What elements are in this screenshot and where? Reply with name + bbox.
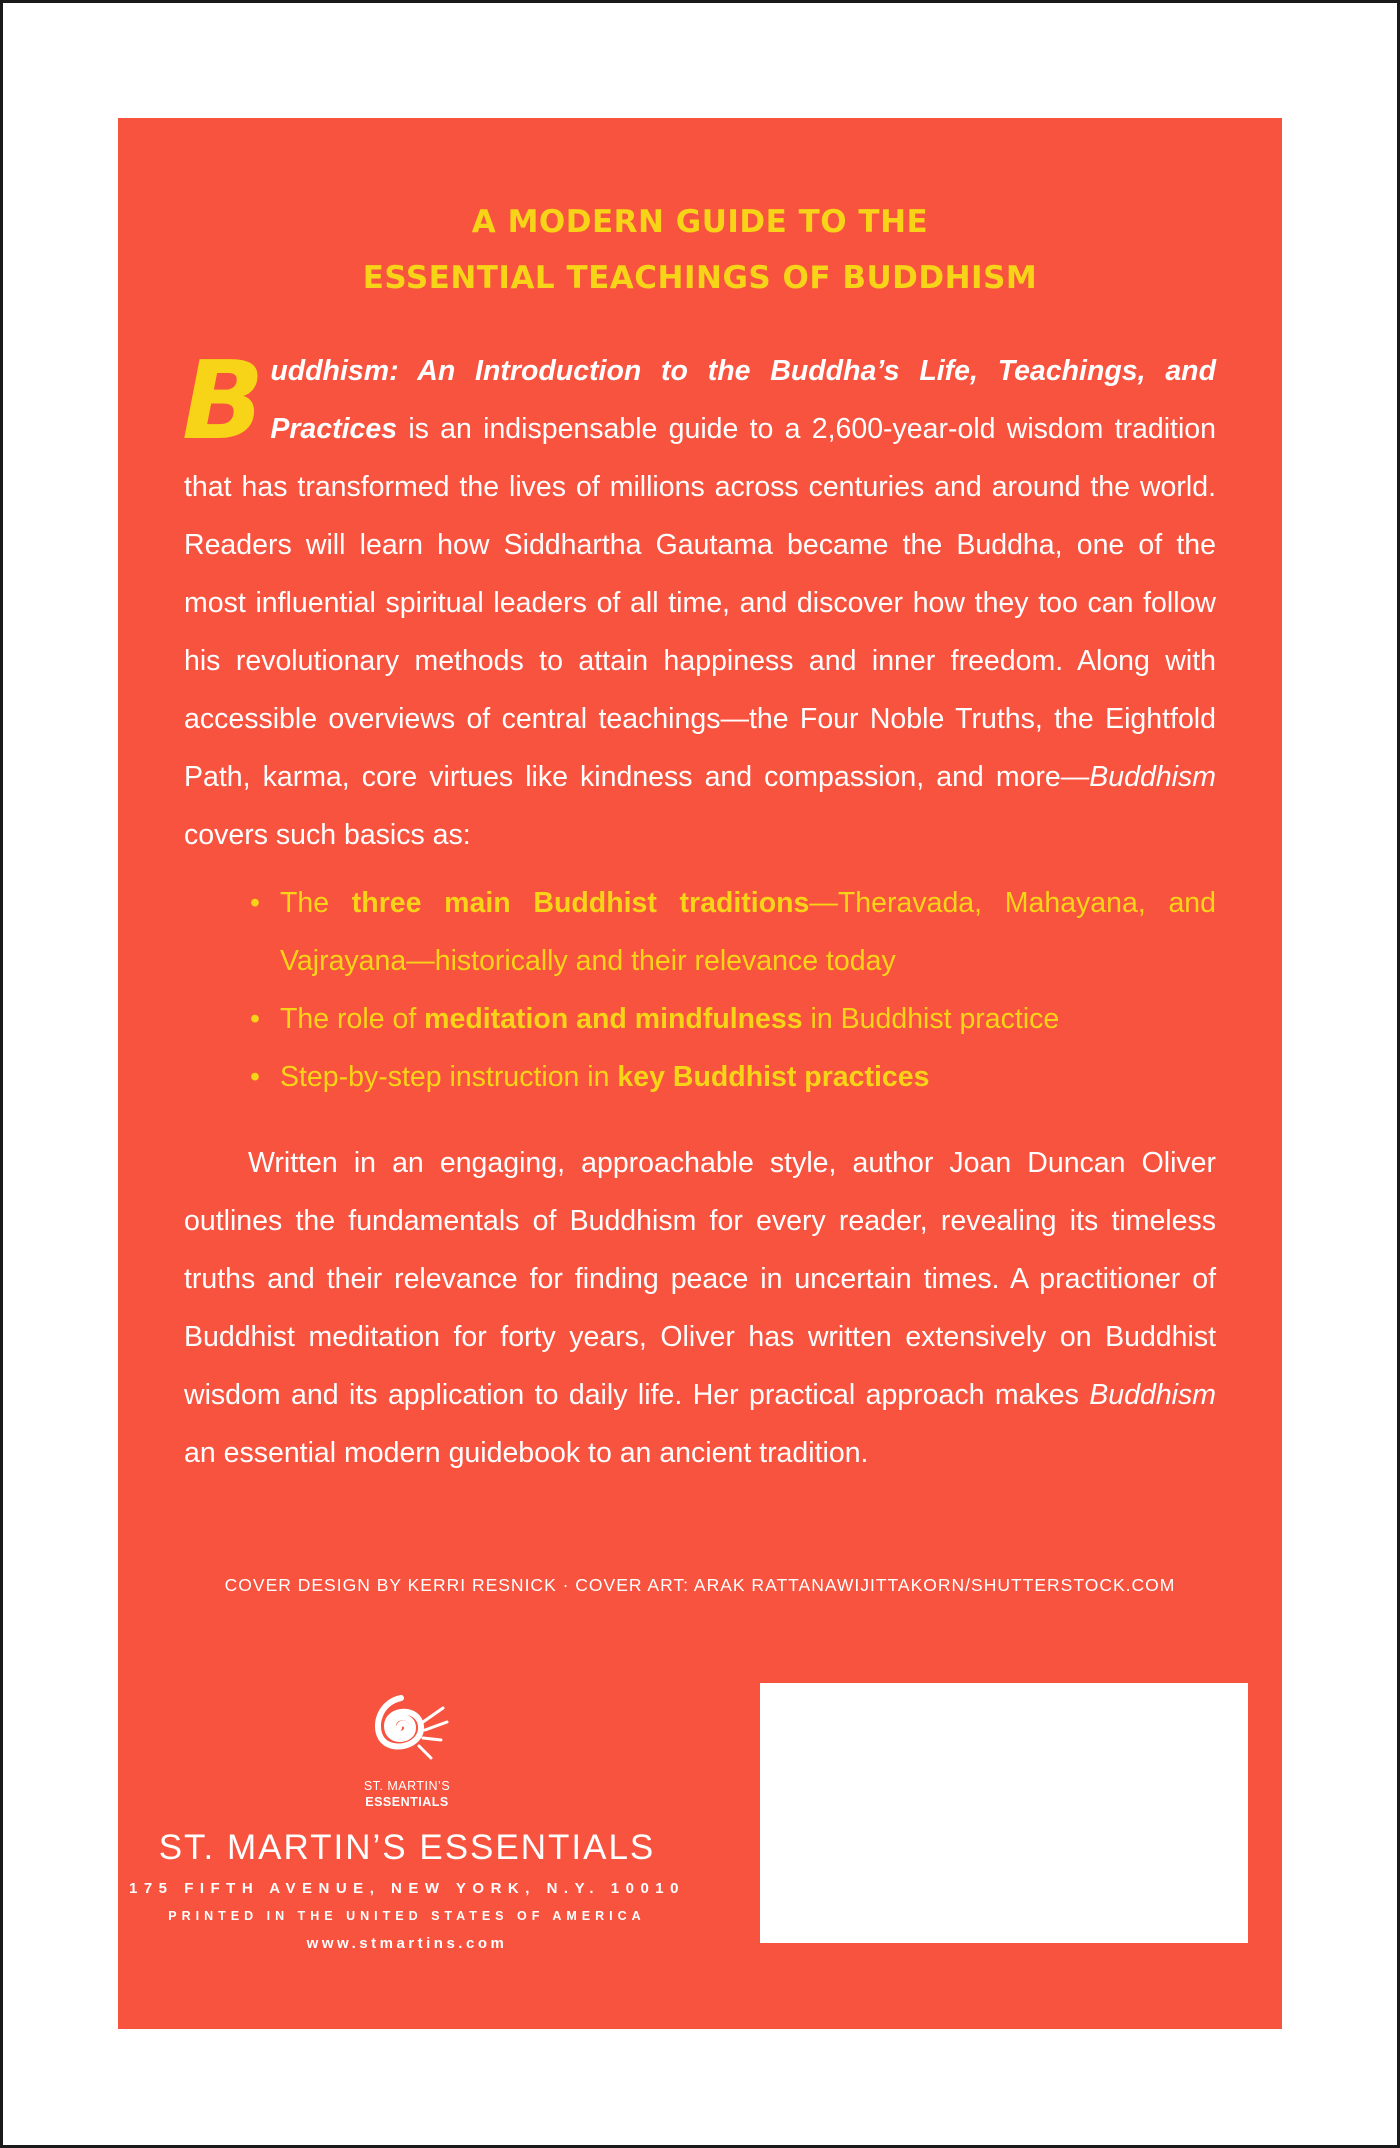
book-title-inline: uddhism: An Introduction to the Buddha’s Life, Teachings, and Practices: [270, 355, 1216, 445]
headline-line-1: A MODERN GUIDE TO THE: [471, 204, 929, 240]
bullet-icon: •: [250, 1003, 260, 1035]
barcode-area: [760, 1683, 1248, 1943]
author-paragraph: [184, 1134, 1216, 1482]
spiral-logo-icon: [351, 1678, 463, 1776]
logo-line-1: ST. MARTIN’S: [363, 1779, 451, 1793]
list-item-bold: key Buddhist practices: [617, 1061, 930, 1093]
intro-text-end: covers such basics as:: [184, 819, 471, 851]
list-item-post: in Buddhist practice: [802, 1003, 1060, 1035]
cover-credits: COVER DESIGN BY KERRI RESNICK · COVER ART: ARAK RATTANAWIJITTAKORN/SHUTTERSTOCK.COM: [224, 1575, 1176, 1595]
list-item: [250, 874, 1216, 990]
list-item-bold: meditation and mindfulness: [424, 1003, 803, 1035]
bullet-icon: •: [250, 887, 260, 919]
publisher-name: ST. MARTIN’S ESSENTIALS: [158, 1828, 656, 1867]
list-item-post: —Theravada, Mahayana, and Vajrayana—historically and their relevance today: [280, 887, 1216, 977]
publisher-website: www.stmartins.com: [306, 1935, 508, 1952]
list-item: [250, 1048, 1216, 1106]
back-cover: [118, 118, 1282, 2029]
author-text: Written in an engaging, approachable style, author Joan Duncan Oliver outlines the fundamentals of Buddhism for every reader, revealing its timeless truths and their relevance for finding peace in uncertain times. A practitioner of Buddhist meditation for forty years, Oliver has written extensively on Buddhist wisdom and its application to daily life. Her practical approach makes: [184, 1147, 1216, 1411]
author-text-end: an essential modern guidebook to an ancient tradition.: [184, 1437, 869, 1469]
printed-in: PRINTED IN THE UNITED STATES OF AMERICA: [168, 1909, 646, 1923]
list-item-pre: Step-by-step instruction in: [280, 1061, 618, 1093]
book-title-italic: Buddhism: [1089, 761, 1216, 793]
logo-caption: [118, 1778, 696, 1810]
publisher-address: 175 FIFTH AVENUE, NEW YORK, N.Y. 10010: [129, 1880, 685, 1897]
bullet-icon: •: [250, 1061, 260, 1093]
description: [182, 339, 1216, 1482]
list-item-bold: three main Buddhist traditions: [351, 887, 810, 919]
intro-paragraph: [182, 339, 1216, 864]
author-title-italic: Buddhism: [1089, 1379, 1216, 1411]
list-item: [250, 990, 1216, 1048]
feature-list: [184, 874, 1216, 1106]
publisher-block: [118, 1678, 696, 1952]
headline: [118, 194, 1282, 306]
drop-cap: B: [182, 339, 265, 464]
intro-text: is an indispensable guide to a 2,600-year-old wisdom tradition that has transformed the lives of millions across centuries and around the world. Readers will learn how Siddhartha Gautama became the Buddha, one of the most influential spiritual leaders of all time, and discover how they too can follow his revolutionary methods to attain happiness and inner freedom. Along with accessible overviews of central teachings—the Four Noble Truths, the Eightfold Path, karma, core virtues like kindness and compassion, and more—: [184, 413, 1216, 793]
list-item-pre: The: [280, 887, 352, 919]
list-item-pre: The role of: [280, 1003, 425, 1035]
logo-line-2: ESSENTIALS: [365, 1795, 449, 1809]
headline-line-2: ESSENTIAL TEACHINGS OF BUDDHISM: [362, 260, 1038, 296]
